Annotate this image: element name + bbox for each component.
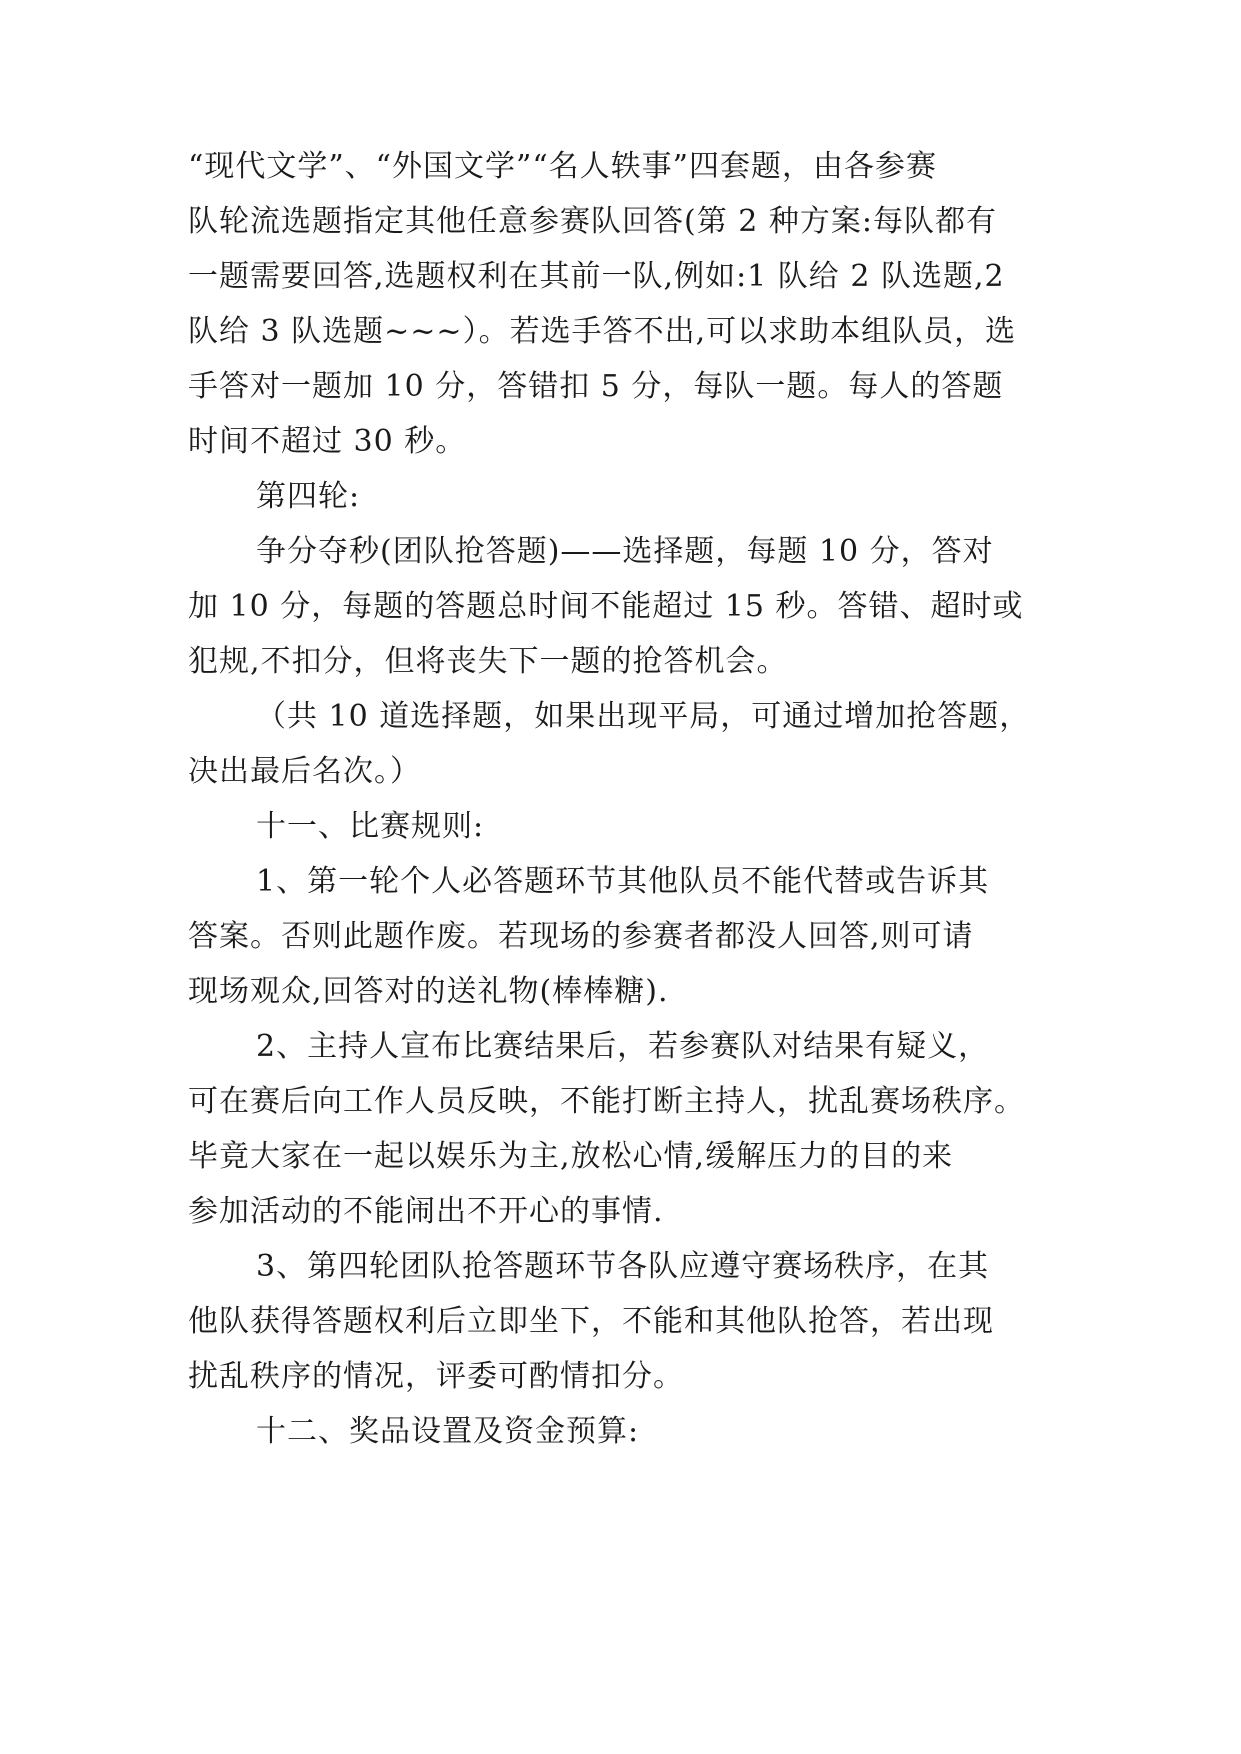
text-line: 手答对一题加 10 分，答错扣 5 分，每队一题。每人的答题 (188, 369, 1004, 404)
text-line: 3、第四轮团队抢答题环节各队应遵守赛场秩序，在其 (256, 1249, 990, 1284)
section-heading: 十一、比赛规则: (256, 809, 485, 844)
text-line: 可在赛后向工作人员反映，不能打断主持人，扰乱赛场秩序。 (188, 1084, 1025, 1119)
section-heading: 十二、奖品设置及资金预算: (256, 1414, 640, 1449)
text-line: 一题需要回答,选题权利在其前一队,例如:1 队给 2 队选题,2 (188, 259, 1005, 294)
text-line: “现代文学”、“外国文学”“名人轶事”四套题，由各参赛 (188, 149, 938, 184)
text-line: 2、主持人宣布比赛结果后，若参赛队对结果有疑义， (256, 1029, 990, 1064)
text-line: 犯规,不扣分，但将丧失下一题的抢答机会。 (188, 644, 788, 679)
text-line: 决出最后名次。） (188, 754, 421, 789)
text-line: 队给 3 队选题~~~）。若选手答不出,可以求助本组队员，选 (188, 314, 1017, 349)
text-line: 1、第一轮个人必答题环节其他队员不能代替或告诉其 (256, 864, 990, 899)
text-line: 答案。否则此题作废。若现场的参赛者都没人回答,则可请 (188, 919, 974, 954)
text-line: 扰乱秩序的情况，评委可酌情扣分。 (188, 1359, 684, 1394)
text-line: 参加活动的不能闹出不开心的事情. (188, 1194, 664, 1229)
text-line: 争分夺秒(团队抢答题)——选择题，每题 10 分，答对 (256, 534, 994, 569)
section-heading: 第四轮: (256, 479, 361, 514)
text-line: 他队获得答题权利后立即坐下，不能和其他队抢答，若出现 (188, 1304, 994, 1339)
text-line: 加 10 分，每题的答题总时间不能超过 15 秒。答错、超时或 (188, 589, 1024, 624)
text-line: （共 10 道选择题，如果出现平局，可通过增加抢答题， (256, 699, 1031, 734)
text-line: 毕竟大家在一起以娱乐为主,放松心情,缓解压力的目的来 (188, 1139, 954, 1174)
text-line: 时间不超过 30 秒。 (188, 424, 467, 459)
text-line: 现场观众,回答对的送礼物(棒棒糖). (188, 974, 669, 1009)
text-line: 队轮流选题指定其他任意参赛队回答(第 2 种方案:每队都有 (188, 204, 997, 239)
